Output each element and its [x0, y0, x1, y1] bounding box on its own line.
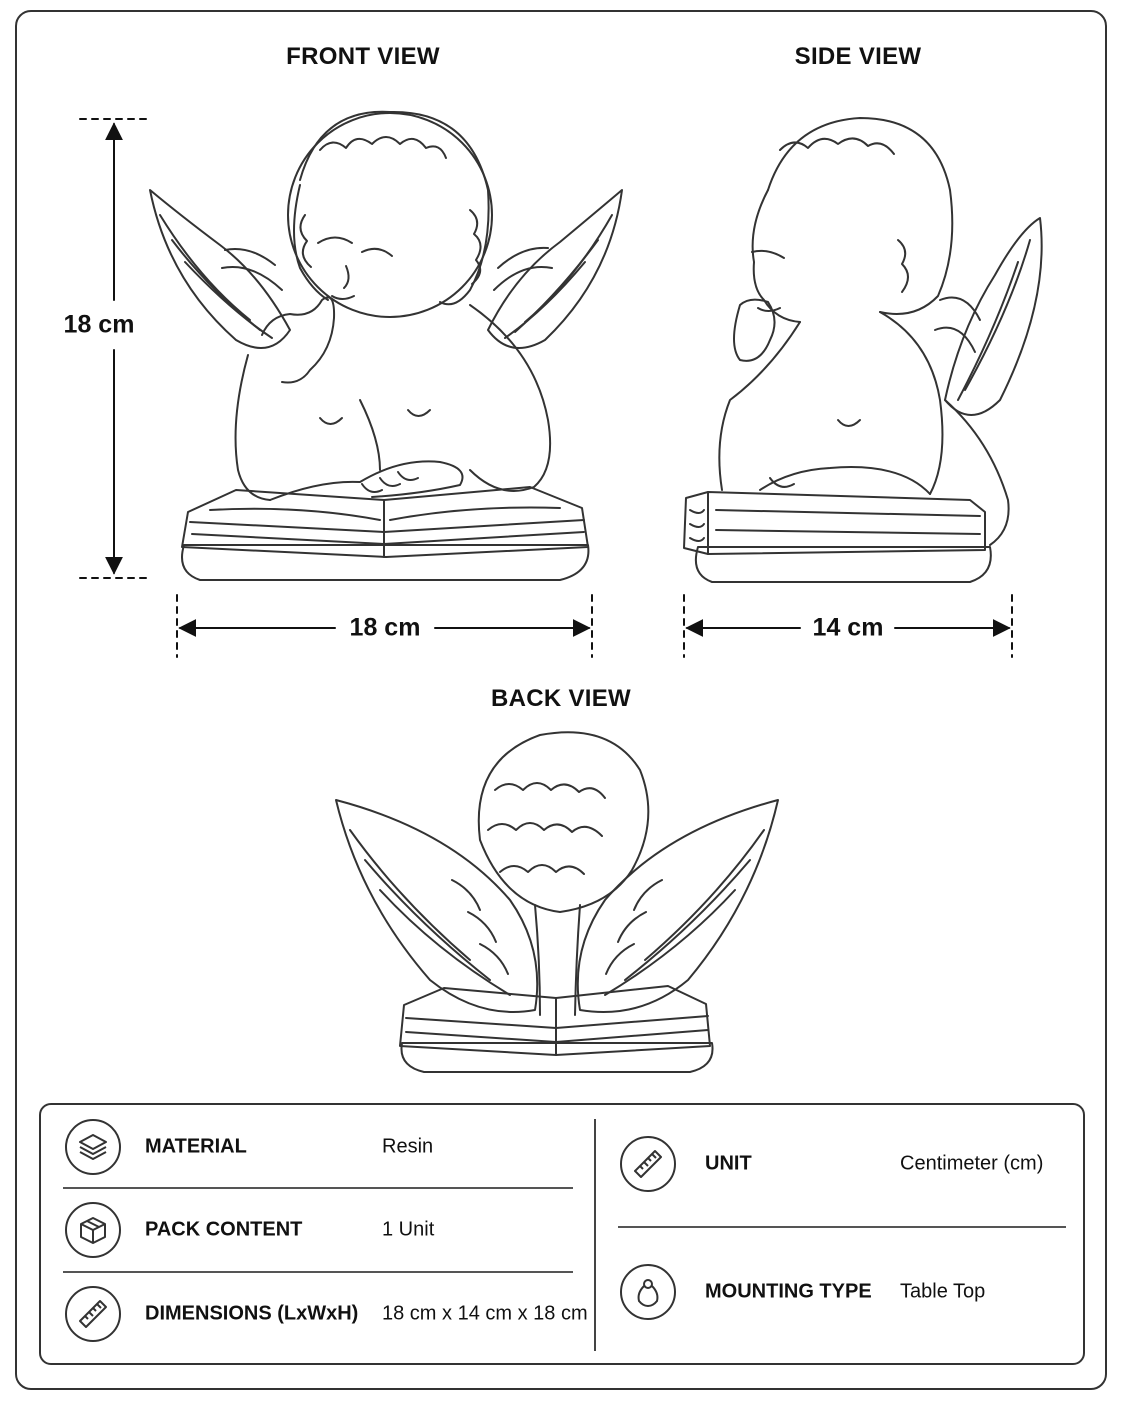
pack-content-value: 1 Unit [382, 1218, 435, 1241]
front-view-figure [150, 112, 622, 580]
material-value: Resin [382, 1135, 434, 1158]
layers-icon [65, 1119, 121, 1175]
pack-content-label: PACK CONTENT [145, 1218, 303, 1241]
unit-value: Centimeter (cm) [900, 1152, 1044, 1175]
ruler-icon [65, 1286, 121, 1342]
column-divider [594, 1119, 596, 1351]
spec-table [39, 1103, 1085, 1365]
row-separator [63, 1271, 573, 1273]
front-view-title: FRONT VIEW [286, 43, 440, 70]
front-width-label: 18 cm [342, 614, 429, 643]
ruler-icon [620, 1136, 676, 1192]
side-depth-label: 14 cm [805, 614, 892, 643]
dimensions-label: DIMENSIONS (LxWxH) [145, 1302, 359, 1325]
row-separator [63, 1187, 573, 1189]
dimensions-value: 18 cm x 14 cm x 18 cm [382, 1302, 588, 1325]
front-height-label: 18 cm [56, 311, 143, 340]
unit-label: UNIT [705, 1152, 752, 1175]
dimension-lines [80, 119, 1012, 657]
mounting-type-label: MOUNTING TYPE [705, 1280, 872, 1303]
material-label: MATERIAL [145, 1135, 247, 1158]
back-view-title: BACK VIEW [490, 685, 632, 712]
back-view-figure [336, 732, 778, 1072]
side-view-title: SIDE VIEW [794, 43, 922, 70]
side-view-figure [684, 118, 1042, 582]
hanger-icon [620, 1264, 676, 1320]
box-icon [65, 1202, 121, 1258]
mounting-type-value: Table Top [900, 1280, 986, 1303]
row-separator [618, 1226, 1066, 1228]
